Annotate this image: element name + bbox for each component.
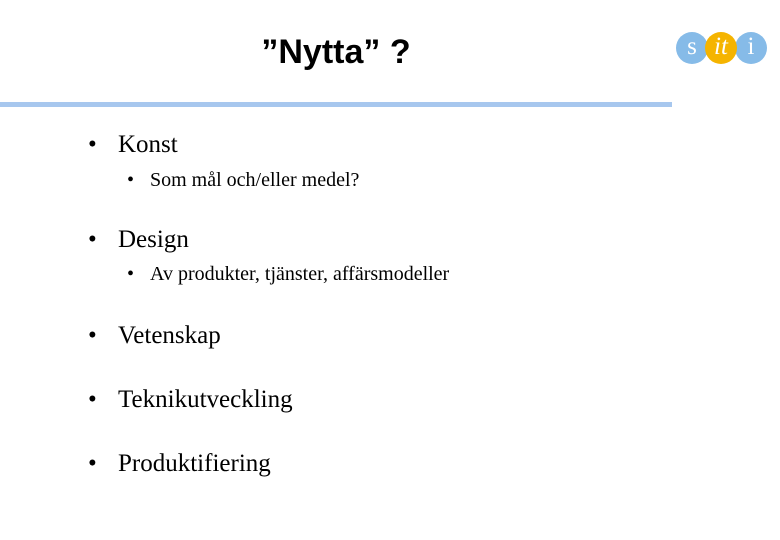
- sub-bullet-item-design: [127, 261, 449, 287]
- bullet-dot-icon: •: [88, 450, 97, 477]
- bullet-text: Produktifiering: [118, 450, 271, 477]
- bullet-item-vetenskap: [88, 320, 221, 352]
- sub-bullet-item-konst: [127, 167, 359, 193]
- slide-title: ”Nytta” ?: [261, 33, 411, 71]
- bullet-text: Vetenskap: [118, 322, 221, 349]
- bullet-text: Teknikutveckling: [118, 386, 293, 413]
- sub-bullet-text: Som mål och/eller medel?: [150, 169, 360, 191]
- bullet-item-konst: [88, 129, 178, 161]
- bullet-dot-icon: •: [127, 169, 135, 191]
- logo-letter-s: s: [676, 32, 708, 64]
- bullet-dot-icon: •: [88, 226, 97, 253]
- bullet-dot-icon: •: [88, 131, 97, 158]
- bullet-text: Design: [118, 226, 189, 253]
- bullet-dot-icon: •: [88, 322, 97, 349]
- bullet-dot-icon: •: [127, 263, 135, 285]
- sub-bullet-text: Av produkter, tjänster, affärsmodeller: [150, 263, 450, 285]
- bullet-text: Konst: [118, 131, 178, 158]
- logo-letter-i: i: [735, 32, 767, 64]
- bullet-item-design: [88, 224, 189, 256]
- bullet-item-produktifiering: [88, 448, 271, 480]
- bullet-dot-icon: •: [88, 386, 97, 413]
- logo-letter-it: it: [705, 32, 737, 64]
- bullet-item-teknikutveckling: [88, 384, 293, 416]
